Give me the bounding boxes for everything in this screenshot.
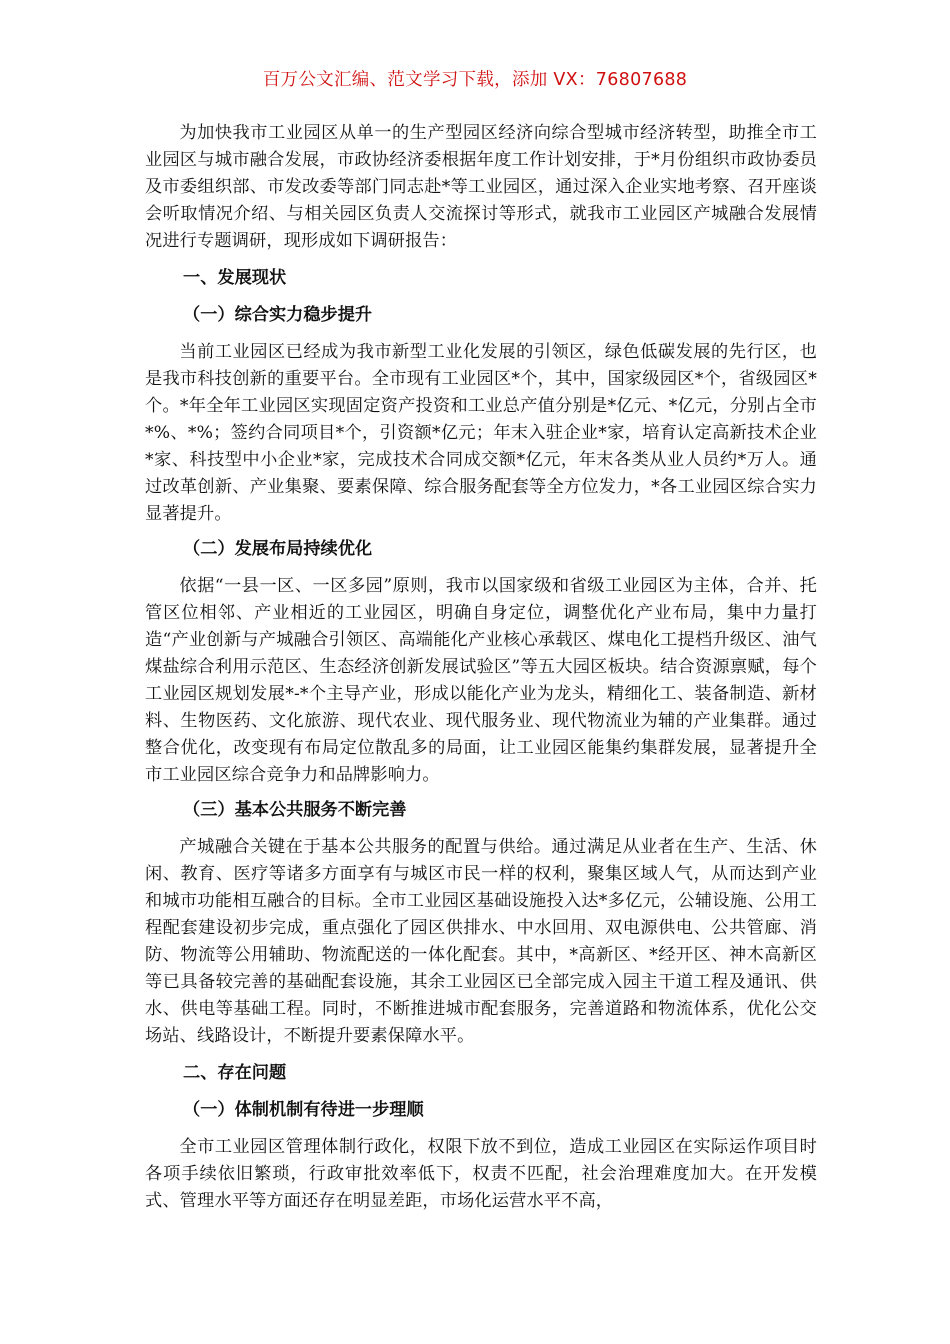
download-banner: 百万公文汇编、范文学习下载，添加 VX：76807688 xyxy=(262,70,688,90)
section-2-heading: 二、存在问题 xyxy=(183,1063,287,1083)
document-body xyxy=(145,120,817,1215)
section-1-1-paragraph: 当前工业园区已经成为我市新型工业化发展的引领区，绿色低碳发展的先行区，也是我市科技创新的重要平台。全市现有工业园区*个，其中，国家级园区*个，省级园区*个。*年全年工业园区实现固定资产投资和工业总产值分别是*亿元、*亿元，分别占全市*%、*%；签约合同项目*个，引资额*亿元；年末入驻企业*家，培育认定高新技术企业*家、科技型中小企业*家，完成技术合同成交额*亿元，年末各类从业人员约*万人。通过改革创新、产业集聚、要素保障、综合服务配套等全方位发力，*各工业园区综合实力显著提升。 xyxy=(145,342,817,524)
section-1-2-paragraph: 依据“一县一区、一区多园”原则，我市以国家级和省级工业园区为主体，合并、托管区位相邻、产业相近的工业园区，明确自身定位，调整优化产业布局，集中力量打造“产业创新与产城融合引领区、高端能化产业核心承载区、煤电化工提档升级区、油气煤盐综合利用示范区、生态经济创新发展试验区”等五大园区板块。结合资源禀赋，每个工业园区规划发展*-*个主导产业，形成以能化产业为龙头，精细化工、装备制造、新材料、生物医药、文化旅游、现代农业、现代服务业、现代物流业为辅的产业集群。通过整合优化，改变现有布局定位散乱多的局面，让工业园区能集约集群发展，显著提升全市工业园区综合竞争力和品牌影响力。 xyxy=(145,576,817,785)
section-1-3-paragraph: 产城融合关键在于基本公共服务的配置与供给。通过满足从业者在生产、生活、休闲、教育、医疗等诸多方面享有与城区市民一样的权利，聚集区域人气，从而达到产业和城市功能相互融合的目标。全市工业园区基础设施投入达*多亿元，公辅设施、公用工程配套建设初步完成，重点强化了园区供排水、中水回用、双电源供电、公共管廊、消防、物流等公用辅助、物流配送的一体化配套。其中，*高新区、*经开区、神木高新区等已具备较完善的基础配套设施，其余工业园区已全部完成入园主干道工程及通讯、供水、供电等基础工程。同时，不断推进城市配套服务，完善道路和物流体系，优化公交场站、线路设计，不断提升要素保障水平。 xyxy=(145,837,817,1046)
intro-paragraph: 为加快我市工业园区从单一的生产型园区经济向综合型城市经济转型，助推全市工业园区与城市融合发展，市政协经济委根据年度工作计划安排，于*月份组织市政协委员及市委组织部、市发改委等部门同志赴*等工业园区，通过深入企业实地考察、召开座谈会听取情况介绍、与相关园区负责人交流探讨等形式，就我市工业园区产城融合发展情况进行专题调研，现形成如下调研报告： xyxy=(145,123,817,251)
section-1-3-heading: （三）基本公共服务不断完善 xyxy=(183,800,407,820)
section-1-heading: 一、发展现状 xyxy=(183,268,287,288)
section-1-1-heading: （一）综合实力稳步提升 xyxy=(183,305,373,325)
section-2-1-heading: （一）体制机制有待进一步理顺 xyxy=(183,1100,424,1120)
section-1-2-heading: （二）发展布局持续优化 xyxy=(183,539,373,559)
section-2-1-paragraph: 全市工业园区管理体制行政化，权限下放不到位，造成工业园区在实际运作项目时各项手续依旧繁琐，行政审批效率低下，权责不匹配，社会治理难度加大。在开发模式、管理水平等方面还存在明显差距，市场化运营水平不高， xyxy=(145,1137,817,1211)
